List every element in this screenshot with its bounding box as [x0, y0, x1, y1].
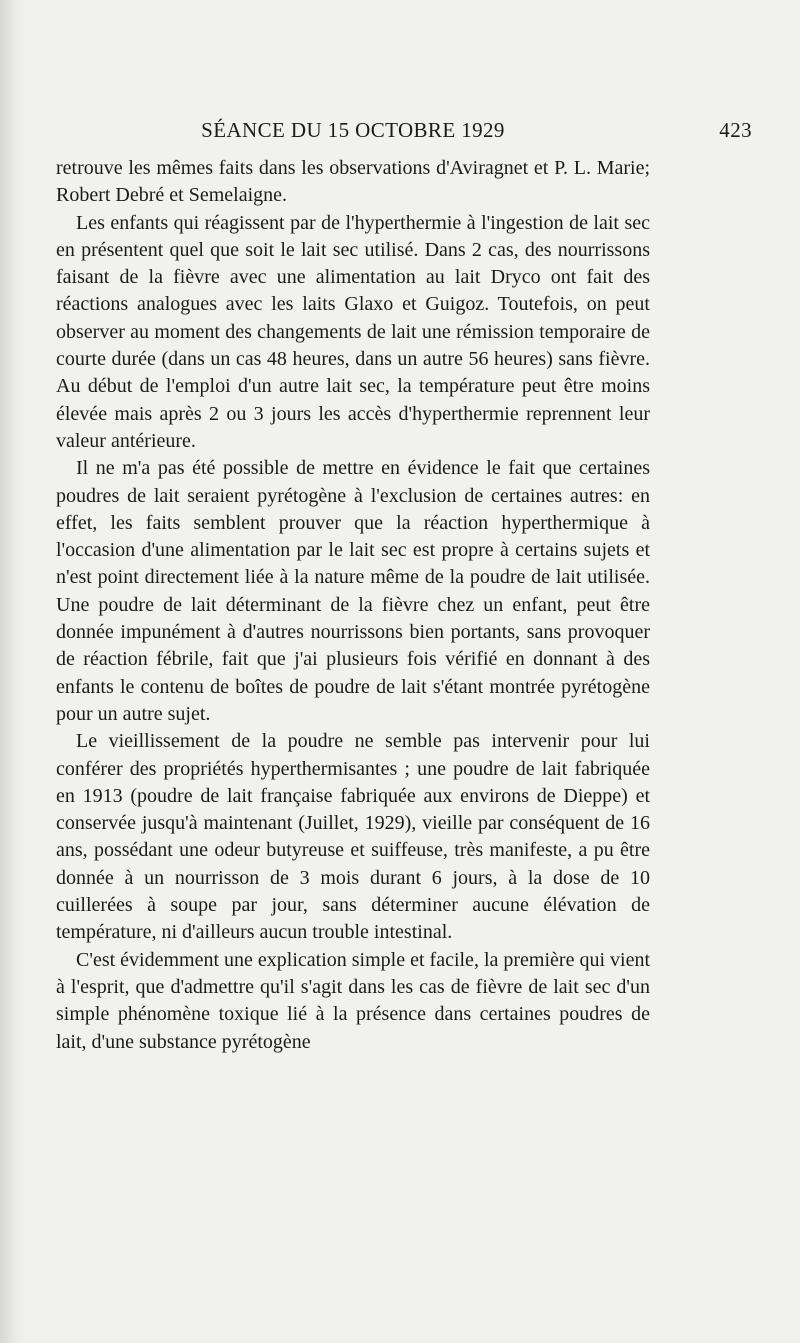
- paragraph: Il ne m'a pas été possible de mettre en évidence le fait que certaines poudres de lait seraient pyrétogène à l'exclusion de certaines autres: en effet, les faits semblent prouver que la réaction hyperthermique à l'occasion d'une alimentation par le lait sec est propre à certains sujets et n'est point directement liée à la nature même de la poudre de lait utilisée. Une poudre de lait déterminant de la fièvre chez un enfant, peut être donnée impunément à d'autres nourrissons bien portants, sans provoquer de réaction fébrile, fait que j'ai plusieurs fois vérifié en donnant à des enfants le contenu de boîtes de poudre de lait s'étant montrée pyrétogène pour un autre sujet.: [56, 457, 650, 725]
- running-header: [56, 118, 752, 144]
- page-edge-shadow: [0, 0, 26, 1343]
- paragraph: Les enfants qui réagissent par de l'hyperthermie à l'ingestion de lait sec en présentent quel que soit le lait sec utilisé. Dans 2 cas, des nourrissons faisant de la fièvre avec une alimentation au lait Dryco ont fait des réactions analogues avec les laits Glaxo et Guigoz. Toutefois, on peut observer au moment des changements de lait une rémission temporaire de courte durée (dans un cas 48 heures, dans un autre 56 heures) sans fièvre. Au début de l'emploi d'un autre lait sec, la température peut être moins élevée mais après 2 ou 3 jours les accès d'hyperthermie reprennent leur valeur antérieure.: [56, 211, 650, 452]
- page-number: 423: [719, 118, 752, 142]
- paragraph: C'est évidemment une explication simple et facile, la première qui vient à l'esprit, que d'admettre qu'il s'agit dans les cas de fièvre de lait sec d'un simple phénomène toxique lié à la présence dans certaines poudres de lait, d'une substance pyrétogène: [56, 948, 650, 1053]
- paragraph-continued: retrouve les mêmes faits dans les observations d'Aviragnet et P. L. Marie; Robert Debré et Semelaigne.: [56, 157, 650, 207]
- paragraph: Le vieillissement de la poudre ne semble pas intervenir pour lui conférer des propriétés hyperthermisantes ; une poudre de lait fabriquée en 1913 (poudre de lait française fabriquée aux environs de Dieppe) et conservée jusqu'à maintenant (Juillet, 1929), vieille par conséquent de 16 ans, possédant une odeur butyreuse et suiffeuse, très manifeste, a pu être donnée à un nourrisson de 3 mois durant 6 jours, à la dose de 10 cuillerées à soupe par jour, sans déterminer aucune élévation de température, ni d'ailleurs aucun trouble intestinal.: [56, 730, 650, 944]
- running-title: SÉANCE DU 15 OCTOBRE 1929: [201, 118, 505, 142]
- body-text: [56, 155, 650, 1056]
